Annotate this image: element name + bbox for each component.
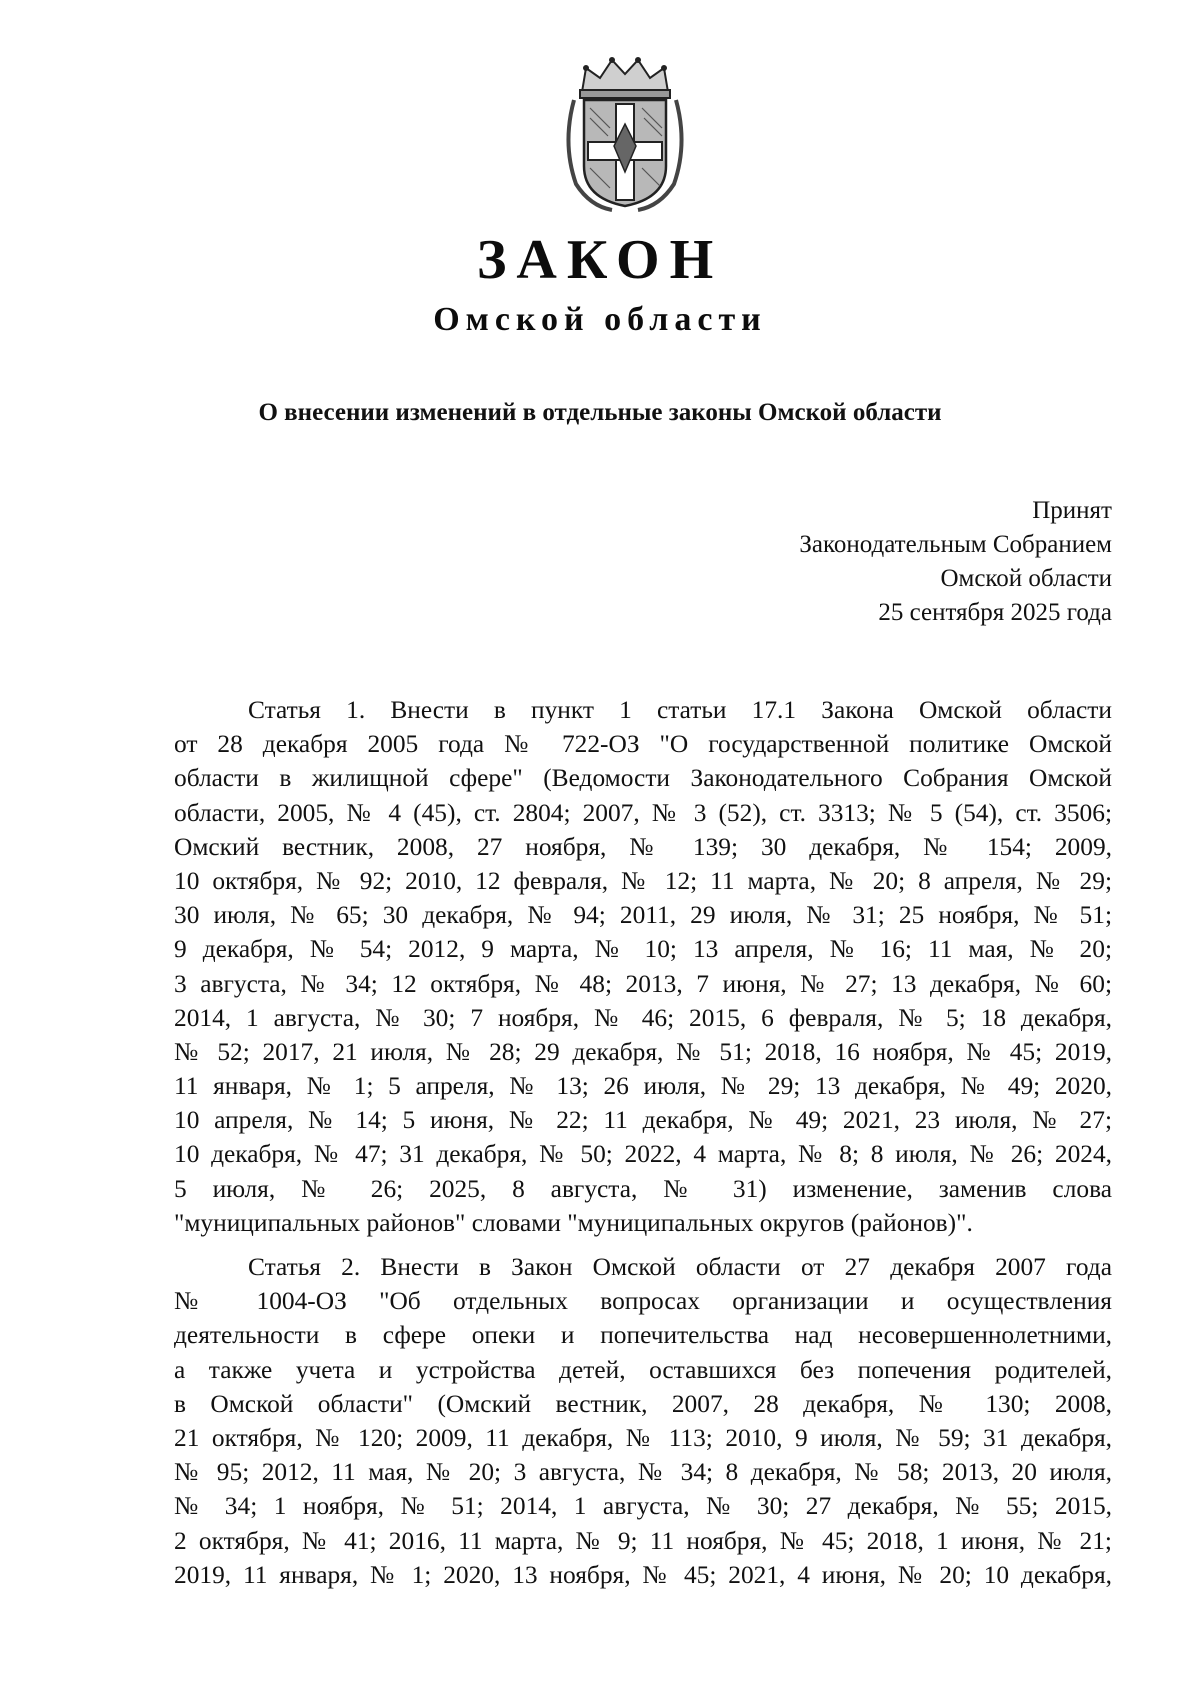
document-heading: О внесении изменений в отдельные законы Омской области bbox=[258, 399, 942, 426]
text-line: 3 августа, № 34; 12 октября, № 48; 2013, 7 июня, № 27; 13 декабря, № 60; bbox=[174, 969, 1112, 998]
text-line: 30 июля, № 65; 30 декабря, № 94; 2011, 29 июля, № 31; 25 ноября, № 51; bbox=[174, 901, 1112, 930]
text-line: деятельности в сфере опеки и попечительства над несовершеннолетними, bbox=[174, 1321, 1112, 1350]
text-line: 2014, 1 августа, № 30; 7 ноября, № 46; 2015, 6 февраля, № 5; 18 декабря, bbox=[174, 1003, 1112, 1032]
text-line: 2 октября, № 41; 2016, 11 марта, № 9; 11 ноября, № 45; 2018, 1 июня, № 21; bbox=[174, 1526, 1112, 1555]
adoption-line: Омской области bbox=[940, 565, 1112, 592]
text-line: а также учета и устройства детей, оставшихся без попечения родителей, bbox=[174, 1355, 1112, 1384]
adoption-date: 25 сентября 2025 года bbox=[878, 599, 1112, 626]
text-line: 5 июля, № 26; 2025, 8 августа, № 31) изменение, заменив слова bbox=[174, 1174, 1112, 1203]
article-2 bbox=[174, 1250, 1112, 1592]
text-line: 11 января, № 1; 5 апреля, № 13; 26 июля, № 29; 13 декабря, № 49; 2020, bbox=[174, 1072, 1112, 1101]
text-line: № 34; 1 ноября, № 51; 2014, 1 августа, № 30; 27 декабря, № 55; 2015, bbox=[174, 1492, 1112, 1521]
text-line: № 95; 2012, 11 мая, № 20; 3 августа, № 34; 8 декабря, № 58; 2013, 20 июля, bbox=[174, 1458, 1112, 1487]
adoption-line: Принят bbox=[1032, 497, 1112, 524]
text-line: 10 октября, № 92; 2010, 12 февраля, № 12; 11 марта, № 20; 8 апреля, № 29; bbox=[174, 866, 1112, 895]
text-line: 9 декабря, № 54; 2012, 9 марта, № 10; 13 апреля, № 16; 11 мая, № 20; bbox=[174, 935, 1112, 964]
text-line: № 1004-ОЗ "Об отдельных вопросах организации и осуществления bbox=[174, 1287, 1112, 1316]
text-line: "муниципальных районов" словами "муниципальных округов (районов)". bbox=[174, 1208, 973, 1237]
text-line: 10 апреля, № 14; 5 июня, № 22; 11 декабря, № 49; 2021, 23 июля, № 27; bbox=[174, 1106, 1112, 1135]
text-line: Статья 1. Внести в пункт 1 статьи 17.1 Закона Омской области bbox=[248, 696, 1112, 724]
adoption-line: Законодательным Собранием bbox=[799, 531, 1112, 558]
text-line: 21 октября, № 120; 2009, 11 декабря, № 113; 2010, 9 июля, № 59; 31 декабря, bbox=[174, 1423, 1112, 1452]
adoption-block bbox=[799, 494, 1112, 630]
text-line: Статья 2. Внести в Закон Омской области от 27 декабря 2007 года bbox=[248, 1253, 1112, 1281]
coat-of-arms-emblem bbox=[560, 54, 690, 214]
text-line: области, 2005, № 4 (45), ст. 2804; 2007, № 3 (52), ст. 3313; № 5 (54), ст. 3506; bbox=[174, 798, 1112, 827]
text-line: 10 декабря, № 47; 31 декабря, № 50; 2022, 4 марта, № 8; 8 июля, № 26; 2024, bbox=[174, 1140, 1112, 1169]
text-line: Омский вестник, 2008, 27 ноября, № 139; 30 декабря, № 154; 2009, bbox=[174, 832, 1112, 861]
text-line: 2019, 11 января, № 1; 2020, 13 ноября, № 45; 2021, 4 июня, № 20; 10 декабря, bbox=[174, 1560, 1112, 1589]
article-1 bbox=[174, 693, 1112, 1240]
text-line: в Омской области" (Омский вестник, 2007, 28 декабря, № 130; 2008, bbox=[174, 1389, 1112, 1418]
text-line: от 28 декабря 2005 года № 722-ОЗ "О государственной политике Омской bbox=[174, 730, 1112, 759]
document-title: ЗАКОН bbox=[476, 229, 724, 291]
text-line: № 52; 2017, 21 июля, № 28; 29 декабря, № 51; 2018, 16 ноября, № 45; 2019, bbox=[174, 1037, 1112, 1066]
document-subtitle: Омской области bbox=[433, 301, 767, 338]
text-line: области в жилищной сфере" (Ведомости Законодательного Собрания Омской bbox=[174, 764, 1112, 793]
